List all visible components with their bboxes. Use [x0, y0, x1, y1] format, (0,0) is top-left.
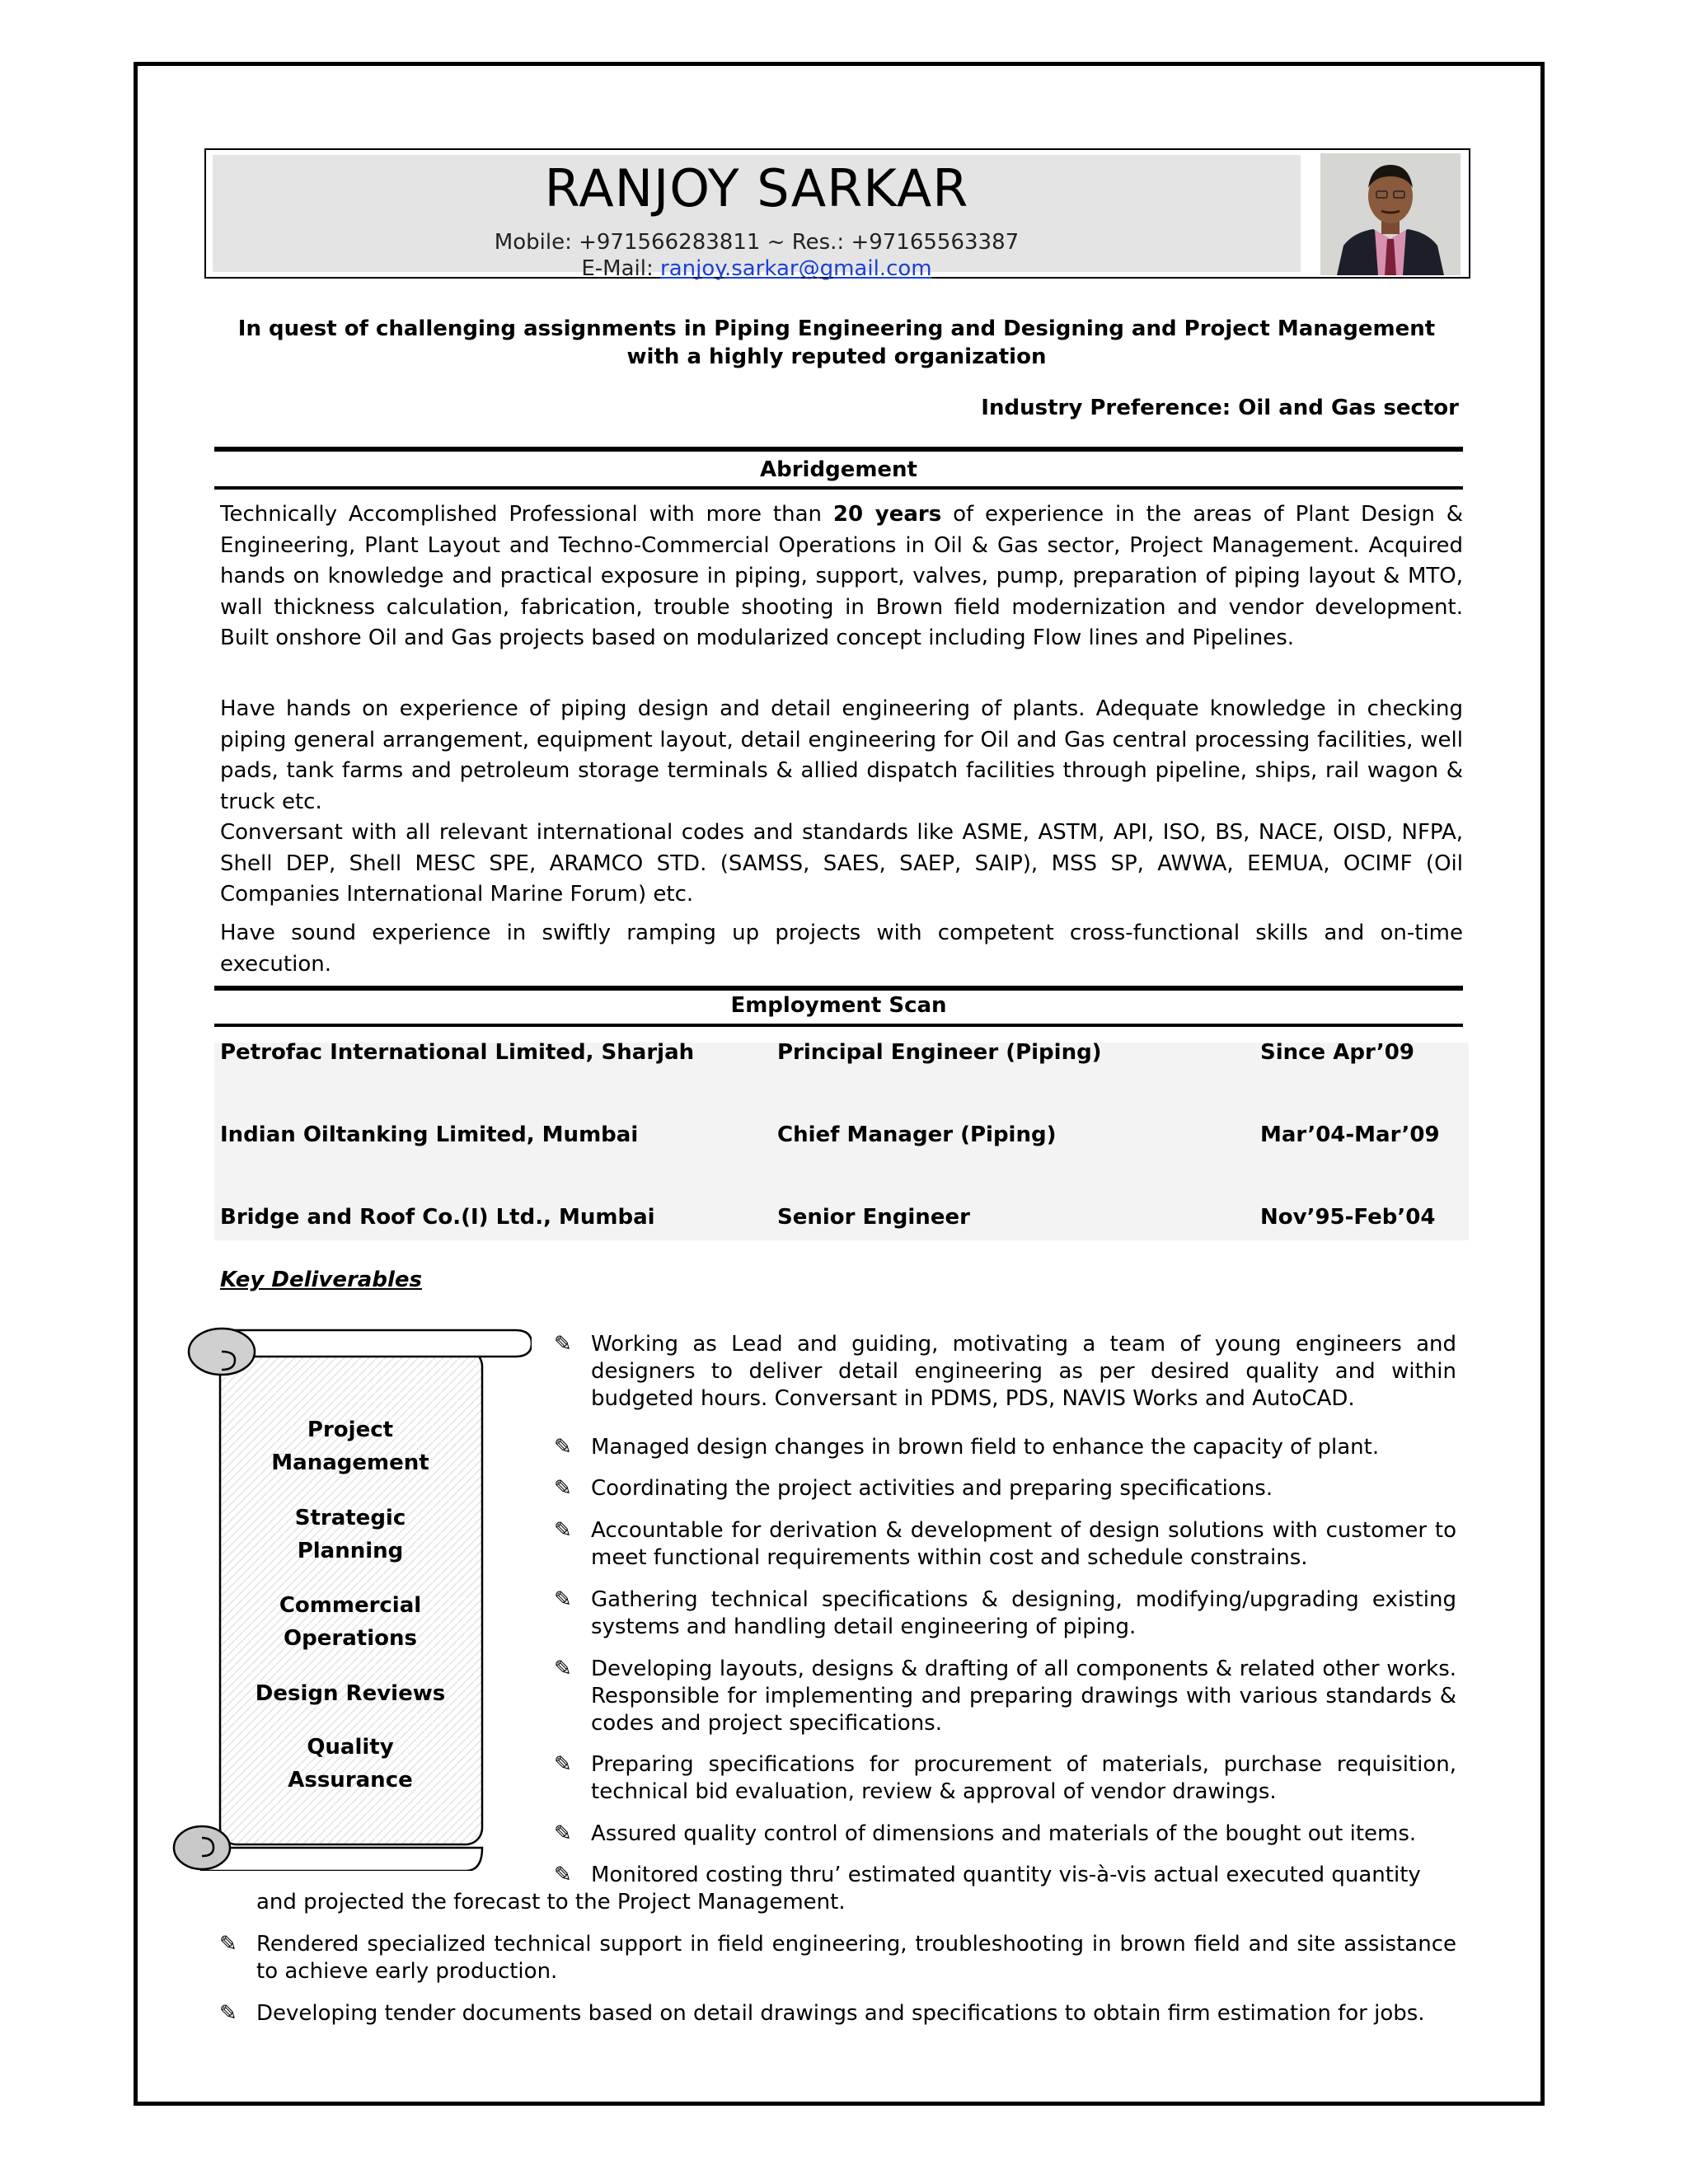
employment-period: Mar’04-Mar’09 [1260, 1122, 1440, 1147]
key-deliverables-heading: Key Deliverables [220, 1268, 422, 1292]
deliverable-item: ✎ Accountable for derivation & development of design solutions with customer to meet functional requirements within cost and schedule constrains. [554, 1518, 1456, 1570]
abridgement-paragraph-2: Have hands on experience of piping design and detail engineering of plants. Adequate knowledge in checking piping general arrangement, equipment layout, detail engineering for Oil and Gas central processing facilities, well pads, tank farms and petroleum storage terminals & allied dispatch facilities through pipeline, ships, rail wagon & truck etc. [220, 696, 1463, 814]
deliverable-item: ✎ Assured quality control of dimensions and materials of the bought out items. [554, 1821, 1417, 1846]
pencil-bullet-icon: ✎ [554, 1518, 572, 1543]
email-link[interactable]: ranjoy.sarkar@gmail.com [660, 256, 932, 281]
abridgement-paragraph-3: Conversant with all relevant international codes and standards like ASME, ASTM, API, ISO, BS, NACE, OISD, NFPA, Shell DEP, Shell MESC SPE, ARAMCO STD. (SAMSS, SAES, SAEP, SAIP), MSS SP, AWWA, EEMUA, OCIMF (Oil Companies International Marine Forum) etc. [220, 820, 1463, 907]
abridgement-p1-years: 20 years [832, 502, 942, 527]
candidate-name: RANJOY SARKAR [544, 158, 969, 218]
deliverable-item: ✎ Coordinating the project activities and preparing specifications. [554, 1476, 1273, 1501]
job-title: Principal Engineer (Piping) [777, 1040, 1102, 1065]
pencil-bullet-icon: ✎ [219, 2001, 237, 2026]
pencil-bullet-icon: ✎ [554, 1863, 572, 1887]
phone-line: Mobile: +971566283811 ~ Res.: +97165563387 [494, 230, 1020, 255]
abridgement-paragraph-1 [220, 499, 1463, 654]
email-line [213, 255, 1301, 282]
abridgement-paragraph-4: Have sound experience in swiftly ramping up projects with competent cross-functional skills and on-time execution. [220, 921, 1463, 977]
skill-item: Quality Assurance [288, 1735, 413, 1793]
employment-row [220, 1040, 1465, 1068]
industry-preference: Industry Preference: Oil and Gas sector [981, 396, 1459, 420]
employment-bottom-rule [214, 1024, 1463, 1027]
email-label: E-Mail: [581, 256, 661, 281]
pencil-bullet-icon: ✎ [554, 1332, 572, 1357]
header-box [204, 148, 1470, 279]
employment-period: Since Apr’09 [1260, 1040, 1414, 1065]
employer-name: Petrofac International Limited, Sharjah [220, 1040, 695, 1065]
employment-period: Nov’95-Feb’04 [1260, 1205, 1436, 1230]
pencil-bullet-icon: ✎ [554, 1821, 572, 1846]
abridgement-p1-end: of experience in the areas of Plant Design & Engineering, Plant Layout and Techno-Commercial Operations in Oil & Gas sector, Project Management. Acquired hands on knowledge and practical exposure in piping, support, valves, pump, preparation of piping layout & MTO, wall thickness calculation, fabrication, trouble shooting in Brown field modernization and vendor development. Built onshore Oil and Gas projects based on modularized concept including Flow lines and Pipelines. [220, 502, 1463, 650]
profile-photo [1320, 153, 1461, 275]
employment-heading: Employment Scan [730, 993, 947, 1018]
career-objective [223, 315, 1451, 371]
pencil-bullet-icon: ✎ [219, 1932, 237, 1957]
pencil-bullet-icon: ✎ [554, 1435, 572, 1460]
employment-row [220, 1205, 1465, 1233]
deliverable-item: ✎ Managed design changes in brown field to enhance the capacity of plant. [554, 1435, 1380, 1460]
deliverable-item: ✎ Monitored costing thru’ estimated quantity vis-à-vis actual executed quantity [554, 1863, 1421, 1887]
pencil-bullet-icon: ✎ [554, 1587, 572, 1612]
deliverable-item: ✎ Developing layouts, designs & drafting of all components & related other works. Responsible for implementing and preparing drawings with various standards & codes and project specifications. [554, 1657, 1456, 1736]
deliverable-item: ✎ Working as Lead and guiding, motivating a team of young engineers and designers to deliver detail engineering as per desired quality and within budgeted hours. Conversant in PDMS, PDS, NAVIS Works and AutoCAD. [554, 1332, 1456, 1411]
objective-line-1: In quest of challenging assignments in Piping Engineering and Designing and Project Management [237, 316, 1436, 341]
contact-info [213, 229, 1301, 282]
profile-photo-illustration [1320, 153, 1461, 275]
skill-item: Strategic Planning [294, 1506, 406, 1563]
skill-item: Design Reviews [255, 1681, 446, 1706]
abridgement-top-rule [214, 447, 1463, 452]
deliverable-item: ✎ Rendered specialized technical support in field engineering, troubleshooting in brown field and site assistance to achieve early production. [219, 1932, 1456, 1984]
job-title: Chief Manager (Piping) [777, 1122, 1057, 1147]
deliverable-item: ✎ Preparing specifications for procurement of materials, purchase requisition, technical bid evaluation, review & approval of vendor drawings. [554, 1752, 1456, 1804]
deliverable-item: ✎ Gathering technical specifications & designing, modifying/upgrading existing systems and handling detail engineering of piping. [554, 1587, 1456, 1639]
abridgement-p1-start: Technically Accomplished Professional with more than [220, 502, 833, 527]
objective-line-2: with a highly reputed organization [626, 344, 1047, 369]
abridgement-bottom-rule [214, 486, 1463, 490]
header-contact-panel [213, 155, 1301, 281]
employer-name: Indian Oiltanking Limited, Mumbai [220, 1122, 639, 1147]
employment-top-rule [214, 986, 1463, 991]
employment-row [220, 1122, 1465, 1151]
job-title: Senior Engineer [777, 1205, 970, 1230]
skill-item: Commercial Operations [279, 1593, 422, 1651]
skills-scroll [169, 1327, 532, 1871]
employer-name: Bridge and Roof Co.(I) Ltd., Mumbai [220, 1205, 655, 1230]
deliverable-item-continuation: and projected the forecast to the Project Management. [256, 1890, 846, 1915]
pencil-bullet-icon: ✎ [554, 1752, 572, 1777]
abridgement-heading: Abridgement [760, 457, 917, 482]
pencil-bullet-icon: ✎ [554, 1657, 572, 1681]
pencil-bullet-icon: ✎ [554, 1476, 572, 1501]
skill-item: Project Management [271, 1418, 429, 1475]
deliverable-item: ✎ Developing tender documents based on detail drawings and specifications to obtain firm estimation for jobs. [219, 2001, 1425, 2026]
